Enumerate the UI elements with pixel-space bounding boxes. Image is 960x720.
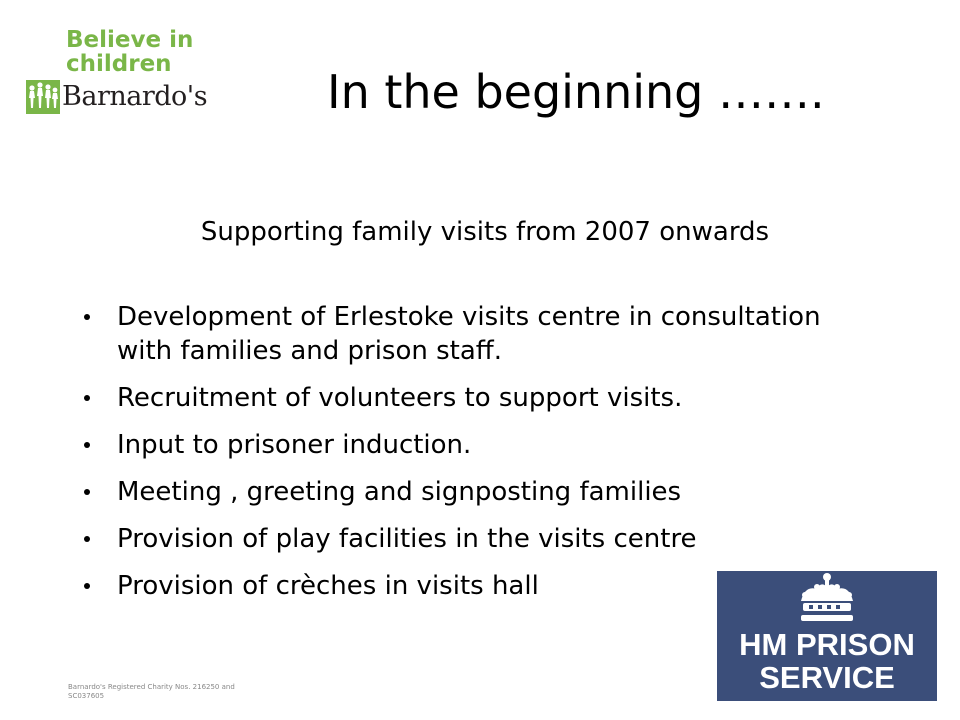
bullet-icon (84, 442, 90, 448)
bullet-icon (84, 314, 90, 320)
slide-title: In the beginning ……. (327, 65, 825, 119)
bullet-text: Input to prisoner induction. (117, 430, 472, 460)
bullet-icon (84, 583, 90, 589)
bullet-item (82, 381, 862, 415)
charity-footer: Barnardo's Registered Charity Nos. 216250 and SC037605 (68, 683, 235, 700)
bullet-item (82, 522, 862, 556)
crown-icon (791, 571, 863, 629)
slide-subtitle: Supporting family visits from 2007 onwards (200, 217, 770, 247)
bullet-text: Meeting , greeting and signposting families (117, 477, 682, 507)
prison-logo-line1: HM PRISON (739, 627, 915, 662)
bullet-icon (84, 489, 90, 495)
bullet-text: Provision of play facilities in the visits centre (117, 524, 697, 554)
barnardos-logo (26, 28, 226, 118)
bullet-list (82, 300, 862, 616)
prison-logo-line2: SERVICE (759, 660, 895, 695)
bullet-icon (84, 395, 90, 401)
logo-tagline-line2: children (66, 51, 172, 77)
bullet-item (82, 300, 862, 368)
bullet-text: Development of Erlestoke visits centre in consultation with families and prison staff. (117, 302, 821, 366)
bullet-text: Provision of crèches in visits hall (117, 571, 539, 601)
logo-tagline-line1: Believe in (66, 27, 194, 53)
bullet-item (82, 475, 862, 509)
hm-prison-service-logo (717, 571, 937, 701)
barnardos-figures-icon (26, 80, 60, 114)
bullet-text: Recruitment of volunteers to support visits. (117, 383, 683, 413)
logo-brand-name: Barnardo's (62, 81, 208, 112)
bullet-icon (84, 536, 90, 542)
bullet-item (82, 428, 862, 462)
